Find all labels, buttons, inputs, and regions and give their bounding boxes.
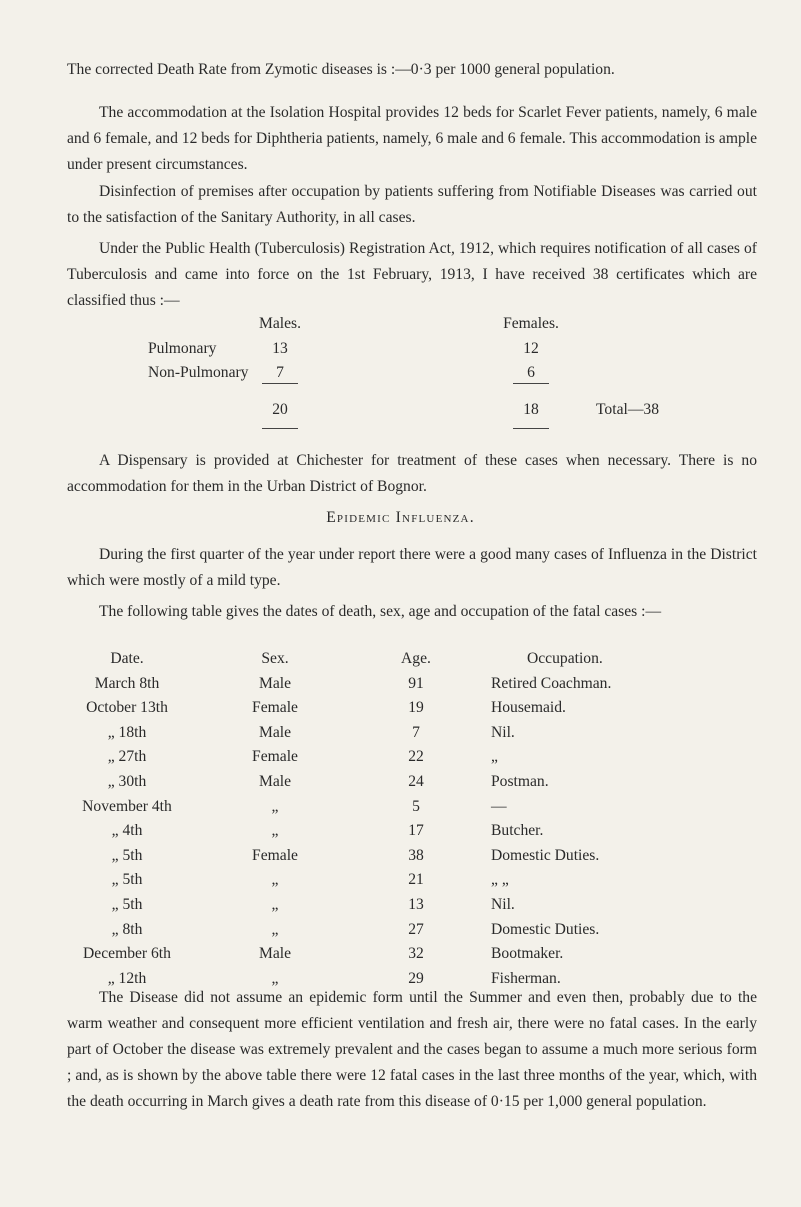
row-occupation: Housemaid.	[491, 699, 566, 717]
header-occupation: Occupation.	[527, 650, 603, 667]
header-sex: Sex.	[261, 650, 289, 667]
row-age: 13	[408, 895, 424, 913]
disease-summary-paragraph: The Disease did not assume an epidemic form until the Summer and even then, probably due to the warm weather and consequent more efficient ventilation and fresh air, there were no fatal cases. In the early part of October the disease was extremely prevalent and the cases began to assume a much more serious form ; and, as is shown by the above table there were 12 fatal cases in the last three months of the year, which, with the death occurring in March gives a death rate from this disease of 0·15 per 1,000 general population.	[67, 989, 757, 1110]
non-pulmonary-females: 6	[527, 364, 535, 381]
epidemic-influenza-heading: Epidemic Influenza.	[326, 509, 475, 526]
table-row	[67, 918, 757, 943]
row-occupation: Domestic Duties.	[491, 846, 600, 864]
females-rule-bottom	[513, 428, 549, 429]
row-date: „ 27th	[107, 748, 147, 766]
influenza-deaths-table	[67, 647, 757, 991]
row-sex: „	[271, 920, 279, 938]
total-females: 18	[523, 401, 539, 418]
row-date: „ 30th	[107, 772, 147, 790]
row-occupation: Retired Coachman.	[491, 674, 612, 692]
males-rule-bottom	[262, 428, 298, 429]
row-age: 19	[408, 699, 424, 717]
table-row	[67, 745, 757, 770]
row-date: „ 8th	[111, 920, 143, 938]
row-occupation: —	[491, 797, 507, 815]
row-age: 21	[408, 871, 424, 889]
row-date: October 13th	[86, 699, 168, 717]
row-sex: Male	[258, 723, 292, 741]
row-sex: „	[271, 969, 279, 987]
row-date: „ 12th	[107, 969, 147, 987]
table-row	[67, 721, 757, 746]
row-occupation: Fisherman.	[491, 969, 561, 987]
disinfection-paragraph: Disinfection of premises after occupation by patients suffering from Notifiable Diseases was carried out to the satisfaction of the Sanitary Authority, in all cases.	[67, 183, 757, 226]
row-sex: Male	[258, 772, 292, 790]
table-row	[67, 868, 757, 893]
row-occupation: „	[491, 748, 498, 766]
row-occupation: Butcher.	[491, 822, 544, 840]
row-occupation: „ „	[491, 871, 509, 889]
pulmonary-males: 13	[272, 340, 288, 357]
row-age: 91	[408, 674, 424, 692]
table-row	[67, 819, 757, 844]
row-occupation: Bootmaker.	[491, 945, 564, 963]
tuberculosis-act-paragraph: Under the Public Health (Tuberculosis) Registration Act, 1912, which requires notification of all cases of Tuberculosis and came into force on the 1st February, 1913, I have received 38 certificates which are classified thus :—	[67, 240, 757, 309]
row-sex: „	[271, 797, 279, 815]
influenza-first-quarter-paragraph: During the first quarter of the year under report there were a good many cases of Influenza in the District which were mostly of a mild type.	[67, 546, 757, 589]
table-intro-paragraph: The following table gives the dates of death, sex, age and occupation of the fatal cases :—	[99, 603, 662, 620]
row-age: 5	[412, 797, 420, 815]
row-sex: Female	[252, 748, 298, 766]
header-age: Age.	[401, 650, 431, 667]
row-sex: Female	[252, 846, 298, 864]
grand-total: Total—38	[596, 401, 660, 418]
females-rule-top	[513, 383, 549, 384]
row-age: 17	[408, 822, 424, 840]
table-row	[67, 795, 757, 820]
row-date: December 6th	[83, 945, 171, 963]
row-date: „ 5th	[111, 871, 143, 889]
row-occupation: Postman.	[491, 772, 549, 790]
row-sex: Male	[258, 674, 292, 692]
row-age: 24	[408, 772, 424, 790]
pulmonary-label: Pulmonary	[148, 340, 217, 357]
row-sex: Male	[258, 945, 292, 963]
table-row	[67, 770, 757, 795]
table-row	[67, 942, 757, 967]
row-date: „ 4th	[111, 822, 143, 840]
males-header: Males.	[258, 315, 302, 332]
row-sex: Female	[252, 699, 298, 717]
table-row	[67, 844, 757, 869]
dispensary-paragraph: A Dispensary is provided at Chichester for treatment of these cases when necessary. There is no accommodation for them in the Urban District of Bognor.	[67, 452, 757, 495]
zymotic-death-rate-paragraph: The corrected Death Rate from Zymotic diseases is :—0·3 per 1000 general population.	[67, 61, 615, 78]
row-occupation: Nil.	[491, 895, 515, 913]
row-age: 29	[408, 969, 424, 987]
total-males: 20	[272, 401, 288, 418]
deaths-table-header-row	[67, 647, 757, 672]
males-rule-top	[262, 383, 298, 384]
table-row	[67, 672, 757, 697]
row-sex: „	[271, 895, 279, 913]
row-date: „ 5th	[111, 895, 143, 913]
row-date: „ 5th	[111, 846, 143, 864]
row-occupation: Domestic Duties.	[491, 920, 600, 938]
header-date: Date.	[110, 650, 144, 667]
row-sex: „	[271, 871, 279, 889]
row-age: 38	[408, 846, 424, 864]
row-age: 22	[408, 748, 424, 766]
pulmonary-females: 12	[523, 340, 539, 357]
row-date: „ 18th	[107, 723, 147, 741]
table-row	[67, 696, 757, 721]
row-date: March 8th	[94, 674, 160, 692]
non-pulmonary-males: 7	[276, 364, 284, 381]
row-sex: „	[271, 822, 279, 840]
row-age: 32	[408, 945, 424, 963]
row-occupation: Nil.	[491, 723, 515, 741]
table-row	[67, 893, 757, 918]
females-header: Females.	[503, 315, 559, 332]
isolation-hospital-paragraph: The accommodation at the Isolation Hospital provides 12 beds for Scarlet Fever patients, namely, 6 male and 6 female, and 12 beds for Diphtheria patients, namely, 6 male and 6 female. This accommodation is ample under present circumstances.	[67, 104, 757, 173]
row-age: 27	[408, 920, 424, 938]
row-age: 7	[412, 723, 420, 741]
row-date: November 4th	[82, 797, 172, 815]
non-pulmonary-label: Non-Pulmonary	[148, 364, 249, 381]
